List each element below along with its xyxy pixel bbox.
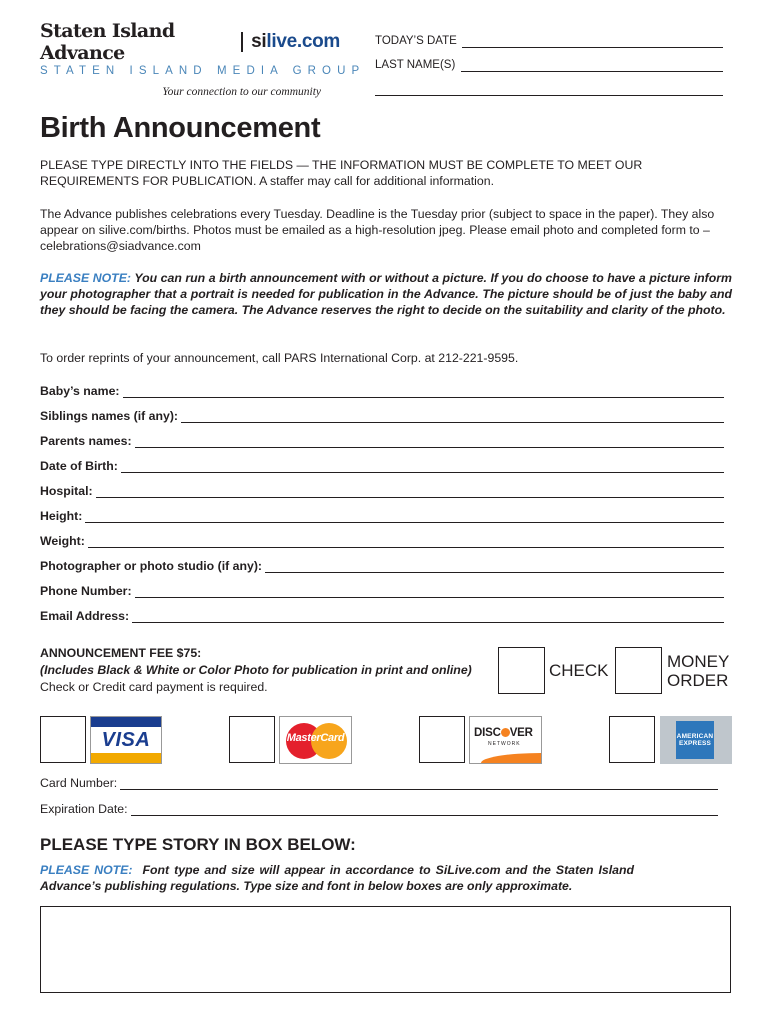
mastercard-logo — [279, 716, 352, 764]
check-label: CHECK — [549, 661, 609, 680]
story-textbox[interactable] — [40, 906, 731, 993]
card-number-field[interactable] — [40, 775, 718, 791]
amex-text-line2: EXPRESS — [678, 740, 712, 747]
card-number-label: Card Number: — [40, 776, 120, 790]
masthead-logo-row — [40, 20, 340, 64]
phone-field[interactable] — [40, 583, 724, 599]
discover-text-pre: DISC — [474, 727, 501, 739]
email-label: Email Address: — [40, 609, 132, 623]
visa-band-top — [91, 717, 161, 727]
paper-name-logo: Staten Island Advance — [40, 20, 175, 64]
site-logo-pre: si — [251, 31, 267, 52]
last-name-field[interactable] — [375, 56, 723, 72]
last-name-line[interactable] — [461, 71, 723, 72]
discover-text-post: VER — [509, 727, 533, 739]
masthead-divider — [241, 32, 243, 52]
photo-note-label: PLEASE NOTE: — [40, 271, 131, 285]
photographer-label: Photographer or photo studio (if any): — [40, 559, 265, 573]
amex-text — [676, 733, 714, 747]
fee-info — [40, 645, 472, 696]
discover-band — [481, 753, 541, 763]
parents-field[interactable] — [40, 433, 724, 449]
money-order-line1: MONEY — [667, 652, 730, 671]
hospital-field[interactable] — [40, 483, 724, 499]
expiration-date-field[interactable] — [40, 801, 718, 817]
parents-label: Parents names: — [40, 434, 135, 448]
baby-name-line[interactable] — [40, 397, 724, 398]
expiration-date-label: Expiration Date: — [40, 802, 131, 816]
tagline: Your connection to our community — [162, 86, 321, 98]
fee-note: (Includes Black & White or Color Photo for publication in print and online) — [40, 663, 472, 677]
weight-field[interactable] — [40, 533, 724, 549]
last-name-line-2[interactable] — [375, 95, 723, 96]
expiration-date-line[interactable] — [40, 815, 718, 816]
baby-name-label: Baby’s name: — [40, 384, 123, 398]
money-order-line2: ORDER — [667, 671, 729, 690]
baby-name-field[interactable] — [40, 383, 724, 399]
todays-date-line[interactable] — [462, 47, 723, 48]
publication-info-paragraph: The Advance publishes celebrations every Tuesday. Deadline is the Tuesday prior (subject to space in the paper). They also appear on silive.com/births. Photos must be emailed as a high-resolution jpeg. Please email photo and completed form to – celebrations@siadvance.com — [40, 207, 715, 253]
todays-date-label: TODAY’S DATE — [375, 35, 457, 47]
last-name-field-2[interactable] — [375, 80, 723, 96]
visa-logo — [90, 716, 162, 764]
birth-date-label: Date of Birth: — [40, 459, 121, 473]
mastercard-text: MasterCard — [286, 732, 345, 744]
story-heading: PLEASE TYPE STORY IN BOX BELOW: — [40, 835, 356, 854]
mastercard-checkbox[interactable] — [229, 716, 275, 763]
story-note-paragraph — [40, 862, 634, 894]
money-order-checkbox[interactable] — [615, 647, 662, 694]
card-number-line[interactable] — [40, 789, 718, 790]
story-note-text: Font type and size will appear in accordance to SiLive.com and the Staten Island Advance’s publishing regulations. Type size and font in below boxes are only approximate. — [40, 863, 634, 893]
photographer-field[interactable] — [40, 558, 724, 574]
weight-label: Weight: — [40, 534, 88, 548]
amex-logo — [660, 716, 732, 764]
weight-line[interactable] — [40, 547, 724, 548]
reprints-paragraph: To order reprints of your announcement, call PARS International Corp. at 212-221-9595. — [40, 351, 519, 365]
email-line[interactable] — [40, 622, 724, 623]
last-name-label: LAST NAME(S) — [375, 59, 456, 71]
page-title: Birth Announcement — [40, 112, 321, 144]
parents-line[interactable] — [40, 447, 724, 448]
fee-method: Check or Credit card payment is required. — [40, 680, 268, 694]
visa-band-bottom — [91, 753, 161, 763]
site-logo — [251, 31, 340, 53]
discover-subtext: NETWORK — [488, 741, 521, 747]
media-group-name: STATEN ISLAND MEDIA GROUP — [40, 65, 366, 77]
hospital-line[interactable] — [40, 497, 724, 498]
photo-note-paragraph — [40, 270, 732, 318]
siblings-label: Siblings names (if any): — [40, 409, 181, 423]
phone-label: Phone Number: — [40, 584, 135, 598]
site-logo-post: live.com — [266, 31, 340, 52]
money-order-label — [667, 652, 729, 690]
masthead — [40, 20, 366, 98]
siblings-field[interactable] — [40, 408, 724, 424]
amex-inner-square — [676, 721, 714, 759]
discover-dot-icon — [501, 728, 510, 737]
height-label: Height: — [40, 509, 85, 523]
birth-date-field[interactable] — [40, 458, 724, 474]
visa-checkbox[interactable] — [40, 716, 86, 763]
phone-line[interactable] — [40, 597, 724, 598]
height-field[interactable] — [40, 508, 724, 524]
instructions-paragraph: PLEASE TYPE DIRECTLY INTO THE FIELDS — THE INFORMATION MUST BE COMPLETE TO MEET OUR REQUIREMENTS FOR PUBLICATION. A staffer may call for additional information. — [40, 158, 643, 188]
amex-checkbox[interactable] — [609, 716, 655, 763]
visa-text: VISA — [101, 729, 151, 751]
hospital-label: Hospital: — [40, 484, 96, 498]
discover-checkbox[interactable] — [419, 716, 465, 763]
discover-logo — [469, 716, 542, 764]
photo-note-text: You can run a birth announcement with or without a picture. If you do choose to have a picture inform your photographer that a portrait is needed for publication in the Advance. The picture should be of just the baby and they should be facing the camera. The Advance reserves the right to decide on the suitability and clarity of the photo. — [40, 271, 732, 317]
height-line[interactable] — [40, 522, 724, 523]
discover-text — [474, 727, 533, 739]
amex-text-line1: AMERICAN — [676, 733, 714, 740]
fee-title: ANNOUNCEMENT FEE $75: — [40, 646, 202, 660]
email-field[interactable] — [40, 608, 724, 624]
check-checkbox[interactable] — [498, 647, 545, 694]
story-note-label: PLEASE NOTE: — [40, 863, 133, 877]
todays-date-field[interactable] — [375, 32, 723, 48]
birth-date-line[interactable] — [40, 472, 724, 473]
